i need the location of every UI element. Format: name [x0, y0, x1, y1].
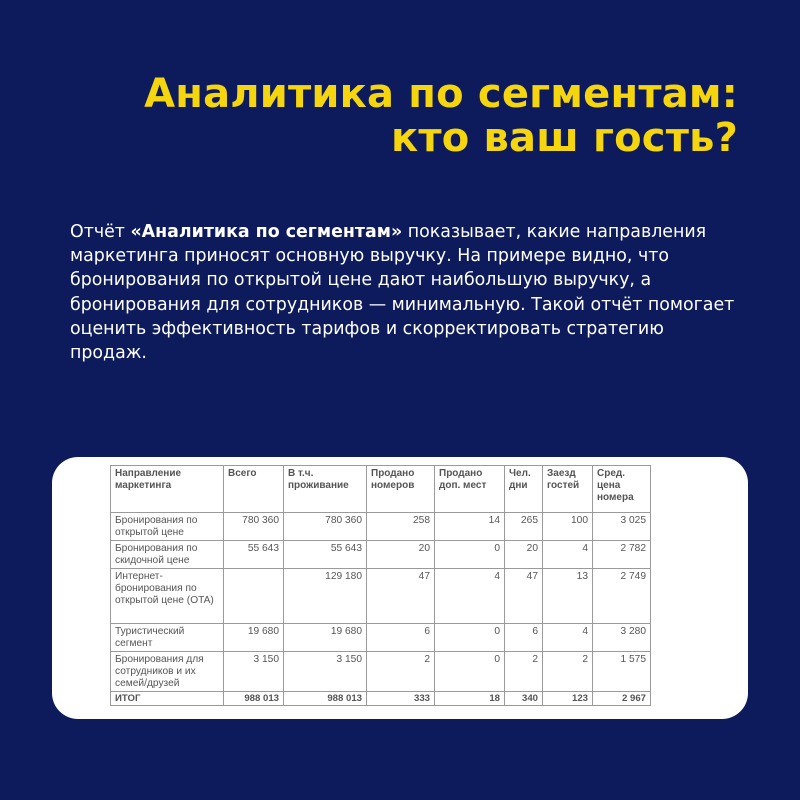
- table-total-row: [111, 692, 651, 706]
- title-line-2: кто ваш гость?: [390, 115, 738, 161]
- cell-person-days: 47: [505, 569, 543, 624]
- cell-direction: Интернет-бронирования по открытой цене (OTA): [111, 569, 224, 624]
- header-total: Всего: [224, 466, 284, 513]
- table-row: [111, 652, 651, 692]
- report-card: [52, 457, 748, 719]
- total-sum: 988 013: [224, 692, 284, 706]
- cell-arrivals: 13: [543, 569, 593, 624]
- cell-total: [224, 569, 284, 624]
- header-guest-arrivals: Заезд гостей: [543, 466, 593, 513]
- header-accommodation: В т.ч. проживание: [284, 466, 367, 513]
- cell-arrivals: 2: [543, 652, 593, 692]
- cell-rooms-sold: 258: [367, 513, 435, 541]
- total-avg-price: 2 967: [593, 692, 651, 706]
- description-report-name: «Аналитика по сегментам»: [130, 222, 403, 242]
- cell-avg-price: 3 280: [593, 624, 651, 652]
- cell-avg-price: 1 575: [593, 652, 651, 692]
- title-line-1: Аналитика по сегментам:: [144, 71, 738, 117]
- header-avg-room-price: Сред. цена номера: [593, 466, 651, 513]
- cell-accommodation: 55 643: [284, 541, 367, 569]
- cell-person-days: 6: [505, 624, 543, 652]
- description-text: показывает, какие направления маркетинга приносят основную выручку. На примере видно, что бронирования по открытой цене дают наибольшую выручку, а бронирования для сотрудников — минимальную. Такой отчёт помогает оценить эффективность тарифов и скорректировать стратегию продаж.: [70, 222, 735, 364]
- cell-total: 19 680: [224, 624, 284, 652]
- total-label: ИТОГ: [111, 692, 224, 706]
- cell-rooms-sold: 47: [367, 569, 435, 624]
- header-direction: Направление маркетинга: [111, 466, 224, 513]
- cell-rooms-sold: 20: [367, 541, 435, 569]
- table-row: [111, 624, 651, 652]
- cell-extra-beds: 4: [435, 569, 505, 624]
- cell-rooms-sold: 2: [367, 652, 435, 692]
- header-rooms-sold: Продано номеров: [367, 466, 435, 513]
- total-arrivals: 123: [543, 692, 593, 706]
- description-paragraph: [70, 220, 740, 365]
- cell-accommodation: 3 150: [284, 652, 367, 692]
- cell-avg-price: 2 782: [593, 541, 651, 569]
- cell-arrivals: 4: [543, 624, 593, 652]
- cell-person-days: 265: [505, 513, 543, 541]
- cell-person-days: 2: [505, 652, 543, 692]
- cell-direction: Бронирования по открытой цене: [111, 513, 224, 541]
- cell-extra-beds: 14: [435, 513, 505, 541]
- cell-extra-beds: 0: [435, 541, 505, 569]
- total-rooms-sold: 333: [367, 692, 435, 706]
- cell-total: 780 360: [224, 513, 284, 541]
- cell-person-days: 20: [505, 541, 543, 569]
- table-row: [111, 541, 651, 569]
- header-person-days: Чел. дни: [505, 466, 543, 513]
- cell-total: 55 643: [224, 541, 284, 569]
- cell-arrivals: 100: [543, 513, 593, 541]
- cell-extra-beds: 0: [435, 624, 505, 652]
- total-extra-beds: 18: [435, 692, 505, 706]
- cell-direction: Бронирования для сотрудников и их семей/друзей: [111, 652, 224, 692]
- header-extra-beds-sold: Продано доп. мест: [435, 466, 505, 513]
- table-row: [111, 569, 651, 624]
- cell-accommodation: 19 680: [284, 624, 367, 652]
- cell-direction: Бронирования по скидочной цене: [111, 541, 224, 569]
- cell-accommodation: 780 360: [284, 513, 367, 541]
- cell-accommodation: 129 180: [284, 569, 367, 624]
- segment-report-table: [110, 465, 651, 706]
- table-header-row: [111, 466, 651, 513]
- total-person-days: 340: [505, 692, 543, 706]
- page-title: [144, 72, 738, 160]
- cell-direction: Туристический сегмент: [111, 624, 224, 652]
- table-row: [111, 513, 651, 541]
- cell-arrivals: 4: [543, 541, 593, 569]
- total-accommodation: 988 013: [284, 692, 367, 706]
- cell-avg-price: 3 025: [593, 513, 651, 541]
- cell-rooms-sold: 6: [367, 624, 435, 652]
- cell-avg-price: 2 749: [593, 569, 651, 624]
- cell-extra-beds: 0: [435, 652, 505, 692]
- description-prefix: Отчёт: [70, 222, 131, 242]
- cell-total: 3 150: [224, 652, 284, 692]
